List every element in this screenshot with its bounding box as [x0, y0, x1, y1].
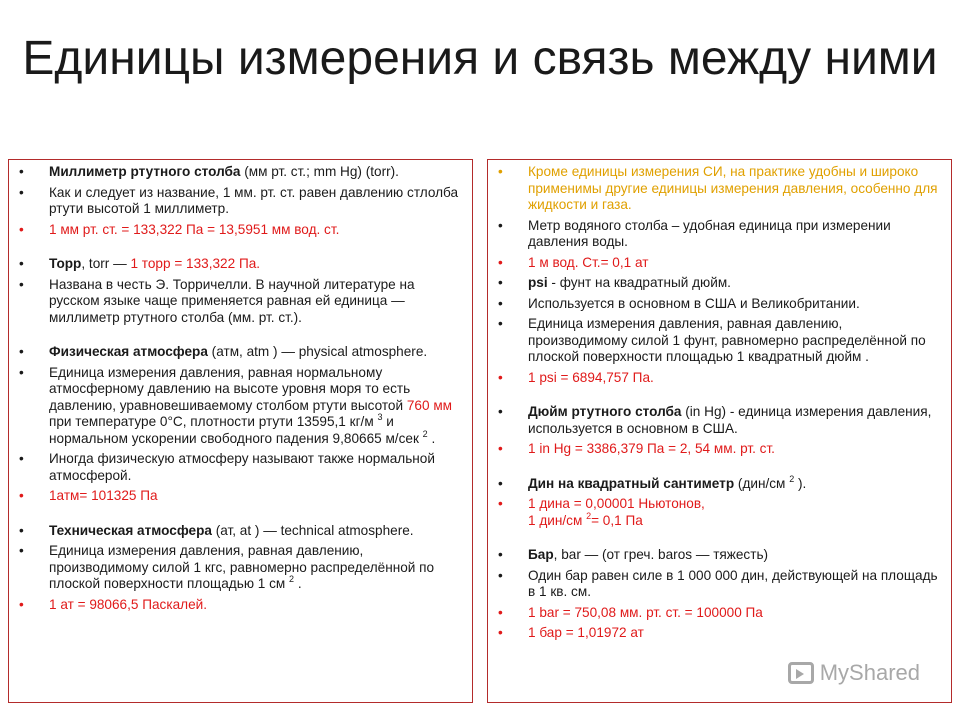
list-item: • 1 bar = 750,08 мм. рт. ст. = 100000 Па: [496, 605, 941, 622]
list-item: • 1 м вод. Ст.= 0,1 ат: [496, 255, 941, 272]
slide-title: Единицы измерения и связь между ними: [22, 32, 938, 85]
list-item: • Используется в основном в США и Великобритании.: [496, 296, 941, 313]
list-item: • Дин на квадратный сантиметр (дин/см $^2$ ).: [496, 476, 941, 493]
list-item: • Метр водяного столба – удобная единица при измерении давления воды.: [496, 218, 941, 251]
list-item: • Кроме единицы измерения СИ, на практике удобны и широко применимы другие единицы измерения давления, особенно для жидкости и газа.: [496, 164, 941, 214]
list-item: • 1 psi = 6894,757 Па.: [496, 370, 941, 387]
list-item: • Дюйм ртутного столба (in Hg) - единица измерения давления, используется в основном в США.: [496, 404, 941, 437]
list-item: • Один бар равен силе в 1 000 000 дин, действующей на площадь в 1 кв. см.: [496, 568, 941, 601]
play-icon: [788, 662, 814, 684]
watermark-text: MyShared: [819, 660, 920, 685]
list-item: • psi - фунт на квадратный дюйм.: [496, 275, 941, 292]
left-column: [8, 159, 473, 703]
watermark: [788, 660, 920, 686]
list-item: • Единица измерения давления, равная давлению, производимому силой 1 фунт, равномерно распределённой по плоской поверхности площадью 1 квадратный дюйм .: [496, 316, 941, 366]
list-item: • Единица измерения давления, равная давлению, производимому силой 1 кгс, равномерно распределённой по плоской поверхности площадью 1 см $^2$ .: [17, 543, 462, 593]
list-item: • Иногда физическую атмосферу называют также нормальной атмосферой.: [17, 451, 462, 484]
list-item: • 1 ат = 98066,5 Паскалей.: [17, 597, 462, 614]
list-item: • Как и следует из название, 1 мм. рт. ст. равен давлению стлолба ртути высотой 1 миллиметр.: [17, 185, 462, 218]
list-item: • 1 дина = 0,00001 Ньютонов, 1 дин/см $^2$= 0,1 Па: [496, 496, 941, 529]
list-item: • Бар, bar — (от греч. baros — тяжесть): [496, 547, 941, 564]
list-item: • 1атм= 101325 Па: [17, 488, 462, 505]
list-item: • Торр, torr — 1 торр = 133,322 Па.: [17, 256, 462, 273]
list-item: • 1 мм рт. ст. = 133,322 Па = 13,5951 мм вод. ст.: [17, 222, 462, 239]
list-item: • 1 in Hg = 3386,379 Па = 2, 54 мм. рт. ст.: [496, 441, 941, 458]
list-item: • Техническая атмосфера (ат, at ) — technical atmosphere.: [17, 523, 462, 540]
list-item: • Физическая атмосфера (атм, atm ) — physical atmosphere.: [17, 344, 462, 361]
list-item: • Единица измерения давления, равная нормальному атмосферному давлению на высоте уровня моря то есть давлению, уравновешиваемому столбом ртути высотой 760 мм при температуре 0°С, плотности ртути 13595,1 кг/м $^3$ и нормальном ускорении свободного падения 9,80665 м/сек $^2$ .: [17, 365, 462, 448]
list-item: • 1 бар = 1,01972 ат: [496, 625, 941, 642]
list-item: • Миллиметр ртутного столба (мм рт. ст.; mm Hg) (torr).: [17, 164, 462, 181]
list-item: • Названа в честь Э. Торричелли. В научной литературе на русском языке чаще применяется равная ей единица — миллиметр ртутного столба (мм. рт. ст.).: [17, 277, 462, 327]
right-column: [487, 159, 952, 703]
